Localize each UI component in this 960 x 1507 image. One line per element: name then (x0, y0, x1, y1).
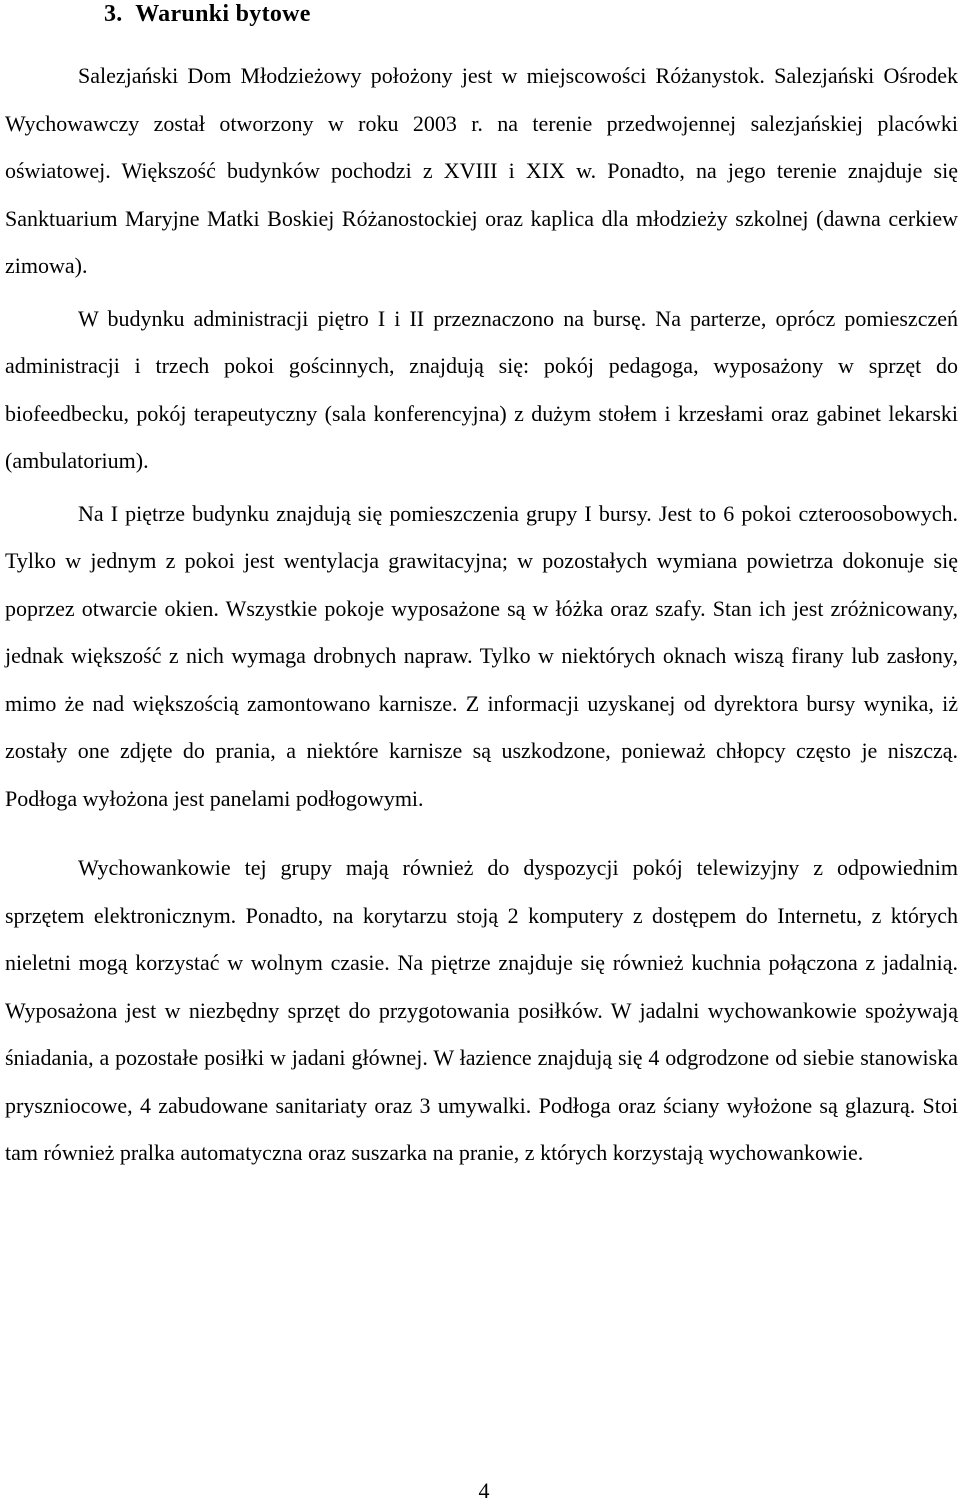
paragraph-administration-building: W budynku administracji piętro I i II przeznaczono na bursę. Na parterze, oprócz pomieszczeń administracji i trzech pokoi gościnnych, znajdują się: pokój pedagoga, wyposażony w sprzęt do biofeedbecku, pokój terapeutyczny (sala konferencyjna) z dużym stołem i krzesłami oraz gabinet lekarski (ambulatorium). (5, 305, 958, 473)
section-heading: 3. Warunki bytowe (104, 1, 311, 27)
page-number-label: 4 (478, 1478, 490, 1503)
paragraph-living-conditions: Salezjański Dom Młodzieżowy położony jest w miejscowości Różanystok. Salezjański Ośrodek Wychowawczy został otworzony w roku 2003 r. na terenie przedwojennej salezjańskiej placówki oświatowej. Większość budynków pochodzi z XVIII i XIX w. Ponadto, na jego terenie znajduje się Sanktuarium Maryjne Matki Boskiej Różanostockiej oraz kaplica dla młodzieży szkolnej (dawna cerkiew zimowa). (5, 63, 958, 278)
page-number (0, 1478, 960, 1504)
paragraph-amenities: Wychowankowie tej grupy mają również do dyspozycji pokój telewizyjny z odpowiednim sprzętem elektronicznym. Ponadto, na korytarzu stoją 2 komputery z dostępem do Internetu, z których nieletni mogą korzystać w wolnym czasie. Na piętrze znajduje się również kuchnia połączona z jadalnią. Wyposażona jest w niezbędny sprzęt do przygotowania posiłków. W jadalni wychowankowie spożywają śniadania, a pozostałe posiłki w jadani głównej. W łazience znajdują się 4 odgrodzone od siebie stanowiska pryszniocowe, 4 zabudowane sanitariaty oraz 3 umywalki. Podłoga oraz ściany wyłożone są glazurą. Stoi tam również pralka automatyczna oraz suszarka na pranie, z których korzystają wychowankowie. (5, 855, 958, 1165)
paragraph-first-floor: Na I piętrze budynku znajdują się pomieszczenia grupy I bursy. Jest to 6 pokoi czteroosobowych. Tylko w jednym z pokoi jest wentylacja grawitacyjna; w pozostałych wymiana powietrza dokonuje się poprzez otwarcie okien. Wszystkie pokoje wyposażone są w łóżka oraz szafy. Stan ich jest zróżnicowany, jednak większość z nich wymaga drobnych napraw. Tylko w niektórych oknach wiszą firany lub zasłony, mimo że nad większością zamontowano karnisze. Z informacji uzyskanej od dyrektora bursy wynika, iż zostały one zdjęte do prania, a niektóre karnisze są uszkodzone, ponieważ chłopcy często je niszczą. Podłoga wyłożona jest panelami podłogowymi. (5, 500, 958, 811)
body-text (5, 52, 958, 1177)
